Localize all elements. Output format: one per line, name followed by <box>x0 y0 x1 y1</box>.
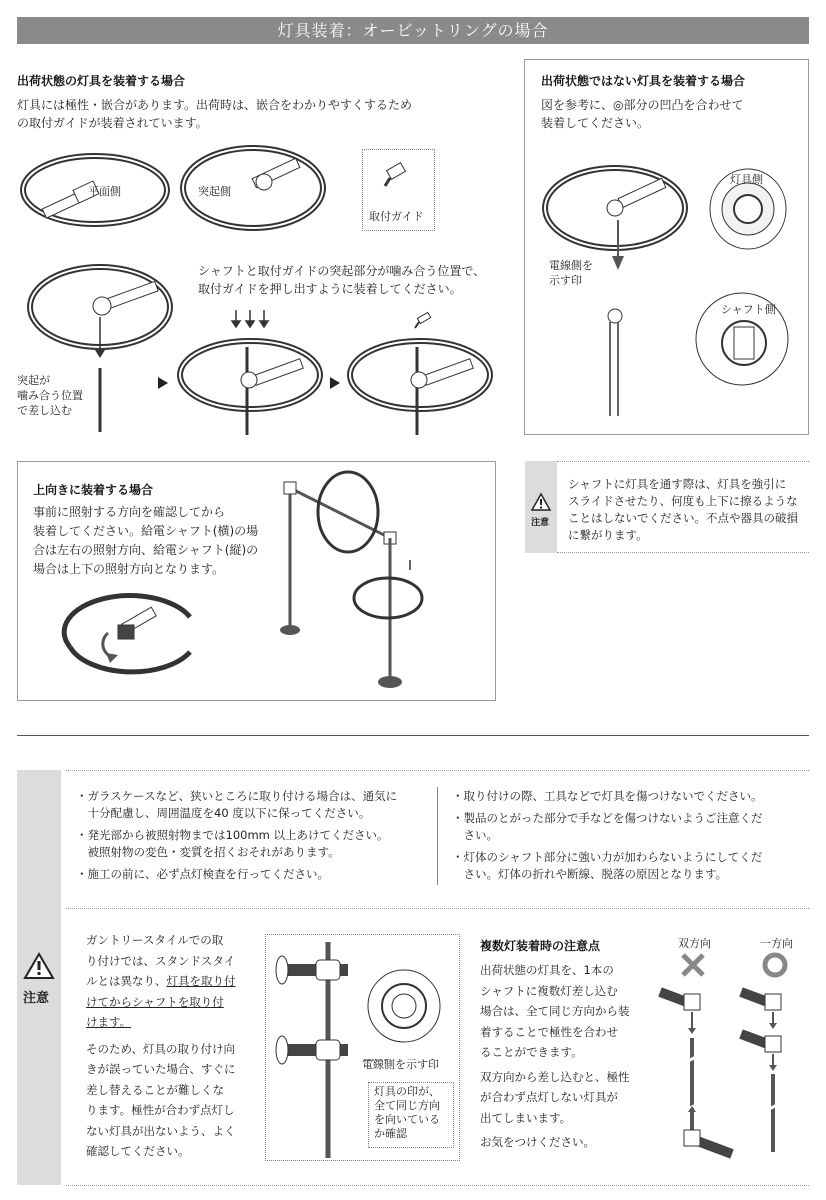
insert-note-line: 突起が <box>17 374 50 387</box>
direction-note <box>374 1085 440 1141</box>
note-line: ・施工の前に、必ず点灯検査を行ってください。 <box>76 867 329 881</box>
one-direction-label: 一方向 <box>760 937 793 950</box>
dotted-rule <box>66 908 809 909</box>
direction-note-line: 全て同じ方向 <box>374 1099 440 1112</box>
caution-side-line: に繋がります。 <box>568 528 648 542</box>
caution-side-line: スライドさせたり、何度も上下に擦るような <box>568 494 798 508</box>
warning-triangle-icon <box>24 953 54 979</box>
next-step-arrow-icon <box>158 377 168 389</box>
note-line: ・灯体のシャフト部分に強い力が加わらないようにしてくだ <box>452 850 763 864</box>
multi-fixture-text <box>480 960 640 1153</box>
push-arrows-icon <box>230 310 270 330</box>
page-title: 灯具装着：オービットリングの場合 <box>17 17 809 44</box>
wire-side-mark-line: 示す印 <box>549 274 582 287</box>
gantry-line: 差し替えることが難しくな <box>86 1082 224 1097</box>
gantry-underlined: 灯具を取り付 <box>166 974 236 988</box>
section-body-line: 図を参考に、◎部分の凹凸を合わせて <box>541 98 744 112</box>
shaft-side-label: シャフト側 <box>721 303 776 316</box>
note-line: ・ガラスケースなど、狭いところに取り付ける場合は、通気に <box>76 789 398 803</box>
cross-icon <box>680 952 706 978</box>
multi-line: 出荷状態の灯具を、1本の <box>480 963 614 977</box>
direction-note-line: を向いている <box>374 1113 440 1126</box>
section-body-line: 合は左右の照射方向、給電シャフト(縦)の <box>33 543 259 557</box>
gantry-underlined: けてからシャフトを取り付 <box>86 994 224 1009</box>
section-body-line: 装着してください。給電シャフト(横)の場 <box>33 524 259 538</box>
column-divider <box>437 787 438 885</box>
caution-label: 注意 <box>23 991 50 1006</box>
multi-line: ることができます。 <box>480 1045 583 1059</box>
section-divider <box>17 735 809 736</box>
note-line: ・製品のとがった部分で手などを傷つけないようご注意くだ <box>452 811 763 825</box>
caution-side-line: ことはしないでください。不点や器具の破損 <box>568 511 798 525</box>
gantry-stand-illustration <box>270 468 450 693</box>
wire-side-mark-line: 電線側を <box>549 259 593 272</box>
multi-line: シャフトに複数灯差し込む <box>480 983 618 998</box>
ring-rotate-illustration <box>60 597 200 677</box>
fixture-side-label: 灯具側 <box>730 173 763 186</box>
direction-note-line: か確認 <box>374 1127 407 1140</box>
gantry-line: ルとは異なり、 <box>86 974 167 988</box>
wire-side-mark-label: 電線側を示す印 <box>362 1058 439 1071</box>
circle-ok-icon <box>762 952 788 978</box>
multi-line: 双方向から差し込むと、極性 <box>480 1069 630 1084</box>
dotted-rule <box>66 770 809 771</box>
gantry-line: ります。極性が合わず点灯し <box>86 1103 235 1117</box>
note-line: さい。 <box>452 828 498 842</box>
multi-fixture-title: 複数灯装着時の注意点 <box>480 939 601 953</box>
gantry-line: ない灯具が出ないよう、よく <box>86 1123 236 1138</box>
caution-side-label: 注意 <box>531 518 550 528</box>
section-body-line: 装着してください。 <box>541 116 650 130</box>
direction-note-line: 灯具の印が、 <box>374 1085 440 1098</box>
flat-side-label: 平面側 <box>88 185 121 198</box>
gantry-line: きが誤っていた場合、すぐに <box>86 1062 236 1076</box>
notes-left <box>76 788 426 883</box>
gantry-underlined: けます。 <box>86 1015 132 1029</box>
dotted-rule <box>66 1185 809 1186</box>
section-title-shipped: 出荷状態の灯具を装着する場合 <box>17 74 186 88</box>
insert-note-line: で差し込む <box>17 404 72 417</box>
gantry-line: 確認してください。 <box>86 1144 190 1158</box>
section-body-line: 灯具には極性・嵌合があります。出荷時は、嵌合をわかりやすくするため <box>17 98 413 112</box>
ring-mounted-illustration <box>345 335 495 435</box>
multi-line: 場合は、全て同じ方向から装 <box>480 1004 630 1018</box>
section-body-line: の取付ガイドが装着されています。 <box>17 116 208 130</box>
multi-line: 出てしまいます。 <box>480 1110 572 1125</box>
caution-side-line: シャフトに灯具を通す際は、灯具を強引に <box>568 477 787 491</box>
gantry-line: り付けでは、スタンドスタイ <box>86 953 236 968</box>
notes-right <box>452 788 807 883</box>
gantry-line: ガントリースタイルでの取 <box>86 933 224 947</box>
note-line: ・取り付けの際、工具などで灯具を傷つけないでください。 <box>452 789 763 803</box>
instruction-line: 取付ガイドを押し出すように装着してください。 <box>198 282 462 296</box>
mounting-guide-icon <box>382 160 412 190</box>
insert-note-line: 噛み合う位置 <box>17 389 83 402</box>
bidirectional-label: 双方向 <box>678 937 711 950</box>
note-line: 十分配慮し、周囲温度を40 度以下に保ってください。 <box>76 806 371 820</box>
note-line: 被照射物の変色・変質を招くおそれがあります。 <box>76 845 340 859</box>
one-direction-mount-illustration <box>733 984 813 1159</box>
gantry-line: そのため、灯具の取り付け向 <box>86 1041 236 1056</box>
removed-guide-icon <box>410 312 432 330</box>
bidirectional-mount-illustration <box>652 984 742 1159</box>
raised-side-label: 突起側 <box>198 185 231 198</box>
section-body-line: 事前に照射する方向を確認してから <box>33 505 226 519</box>
note-line: さい。灯体の折れや断線、脱落の原因となります。 <box>452 867 728 881</box>
gantry-caution-text <box>86 930 256 1162</box>
mounting-guide-label: 取付ガイド <box>369 210 424 223</box>
instruction-line: シャフトと取付ガイドの突起部分が噛み合う位置で、 <box>198 264 486 278</box>
section-title-upward: 上向きに装着する場合 <box>33 483 154 497</box>
section-title-unshipped: 出荷状態ではない灯具を装着する場合 <box>541 74 746 88</box>
note-line: ・発光部から被照射物までは100mm 以上あけてください。 <box>76 828 389 842</box>
multi-line: が合わず点灯しない灯具が <box>480 1090 618 1104</box>
ring-guide-push-illustration <box>175 335 325 435</box>
next-step-arrow-icon <box>330 377 340 389</box>
section-body-line: 場合は上下の照射方向となります。 <box>33 562 225 576</box>
multi-line: 着することで極性を合わせ <box>480 1024 618 1039</box>
shaft-illustration <box>600 308 630 418</box>
warning-triangle-icon <box>531 493 551 511</box>
multi-line: お気をつけください。 <box>480 1135 595 1149</box>
